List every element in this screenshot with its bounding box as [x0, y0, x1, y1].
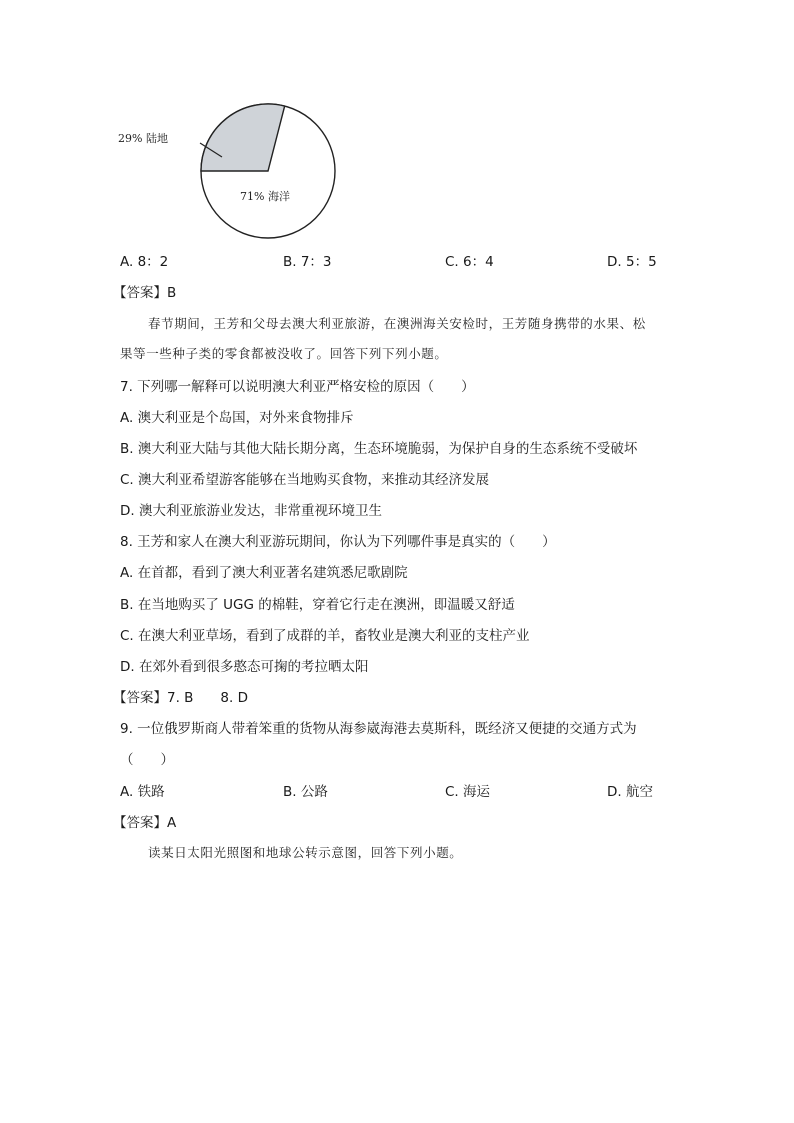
q8-option-d[interactable]: D. 在郊外看到很多憨态可掬的考拉晒太阳: [120, 659, 369, 675]
pie-label-ocean: 71% 海洋: [240, 190, 290, 203]
q9-stem-blank: （ ）: [120, 752, 174, 768]
answer-tag: 【答案】: [113, 815, 167, 831]
q7-option-a[interactable]: A. 澳大利亚是个岛国，对外来食物排斥: [120, 410, 354, 426]
answer-value: 7. B 8. D: [167, 690, 248, 706]
answer-value: A: [167, 815, 177, 831]
answer-tag: 【答案】: [113, 690, 167, 706]
q7-option-d[interactable]: D. 澳大利亚旅游业发达，非常重视环境卫生: [120, 503, 382, 519]
q6-answer: [113, 281, 176, 301]
q9-option-a[interactable]: A. 铁路: [120, 784, 165, 800]
answer-value: B: [167, 285, 177, 301]
q7-option-c[interactable]: C. 澳大利亚希望游客能够在当地购买食物，来推动其经济发展: [120, 472, 490, 488]
q8-option-a[interactable]: A. 在首都，看到了澳大利亚著名建筑悉尼歌剧院: [120, 565, 408, 581]
passage1-line1: 春节期间，王芳和父母去澳大利亚旅游，在澳洲海关安检时，王芳随身携带的水果、松: [148, 316, 646, 331]
q8-option-b[interactable]: B. 在当地购买了 UGG 的棉鞋，穿着它行走在澳洲，即温暖又舒适: [120, 597, 515, 613]
q9-stem: 9. 一位俄罗斯商人带着笨重的货物从海参崴海港去莫斯科，既经济又便捷的交通方式为: [120, 721, 637, 737]
q6-option-c[interactable]: C. 6：4: [445, 254, 494, 270]
q78-answer: [113, 686, 248, 706]
q9-option-c[interactable]: C. 海运: [445, 784, 491, 800]
q6-option-d[interactable]: D. 5：5: [607, 254, 657, 270]
q9-answer: [113, 811, 176, 831]
q8-stem: 8. 王芳和家人在澳大利亚游玩期间，你认为下列哪件事是真实的（ ）: [120, 534, 556, 550]
pie-label-land: 29% 陆地: [118, 132, 168, 145]
q7-stem: 7. 下列哪一解释可以说明澳大利亚严格安检的原因（ ）: [120, 379, 475, 395]
answer-tag: 【答案】: [113, 285, 167, 301]
q6-option-b[interactable]: B. 7：3: [283, 254, 332, 270]
q9-option-d[interactable]: D. 航空: [607, 784, 653, 800]
q9-option-b[interactable]: B. 公路: [283, 784, 328, 800]
passage2: 读某日太阳光照图和地球公转示意图，回答下列小题。: [148, 845, 463, 860]
q8-option-c[interactable]: C. 在澳大利亚草场，看到了成群的羊，畜牧业是澳大利亚的支柱产业: [120, 628, 530, 644]
q6-option-a[interactable]: A. 8：2: [120, 254, 169, 270]
passage1-line2: 果等一些种子类的零食都被没收了。回答下列下列小题。: [120, 346, 448, 361]
q7-option-b[interactable]: B. 澳大利亚大陆与其他大陆长期分离，生态环境脆弱，为保护自身的生态系统不受破坏: [120, 441, 638, 457]
land-ocean-pie-chart: [110, 95, 370, 245]
